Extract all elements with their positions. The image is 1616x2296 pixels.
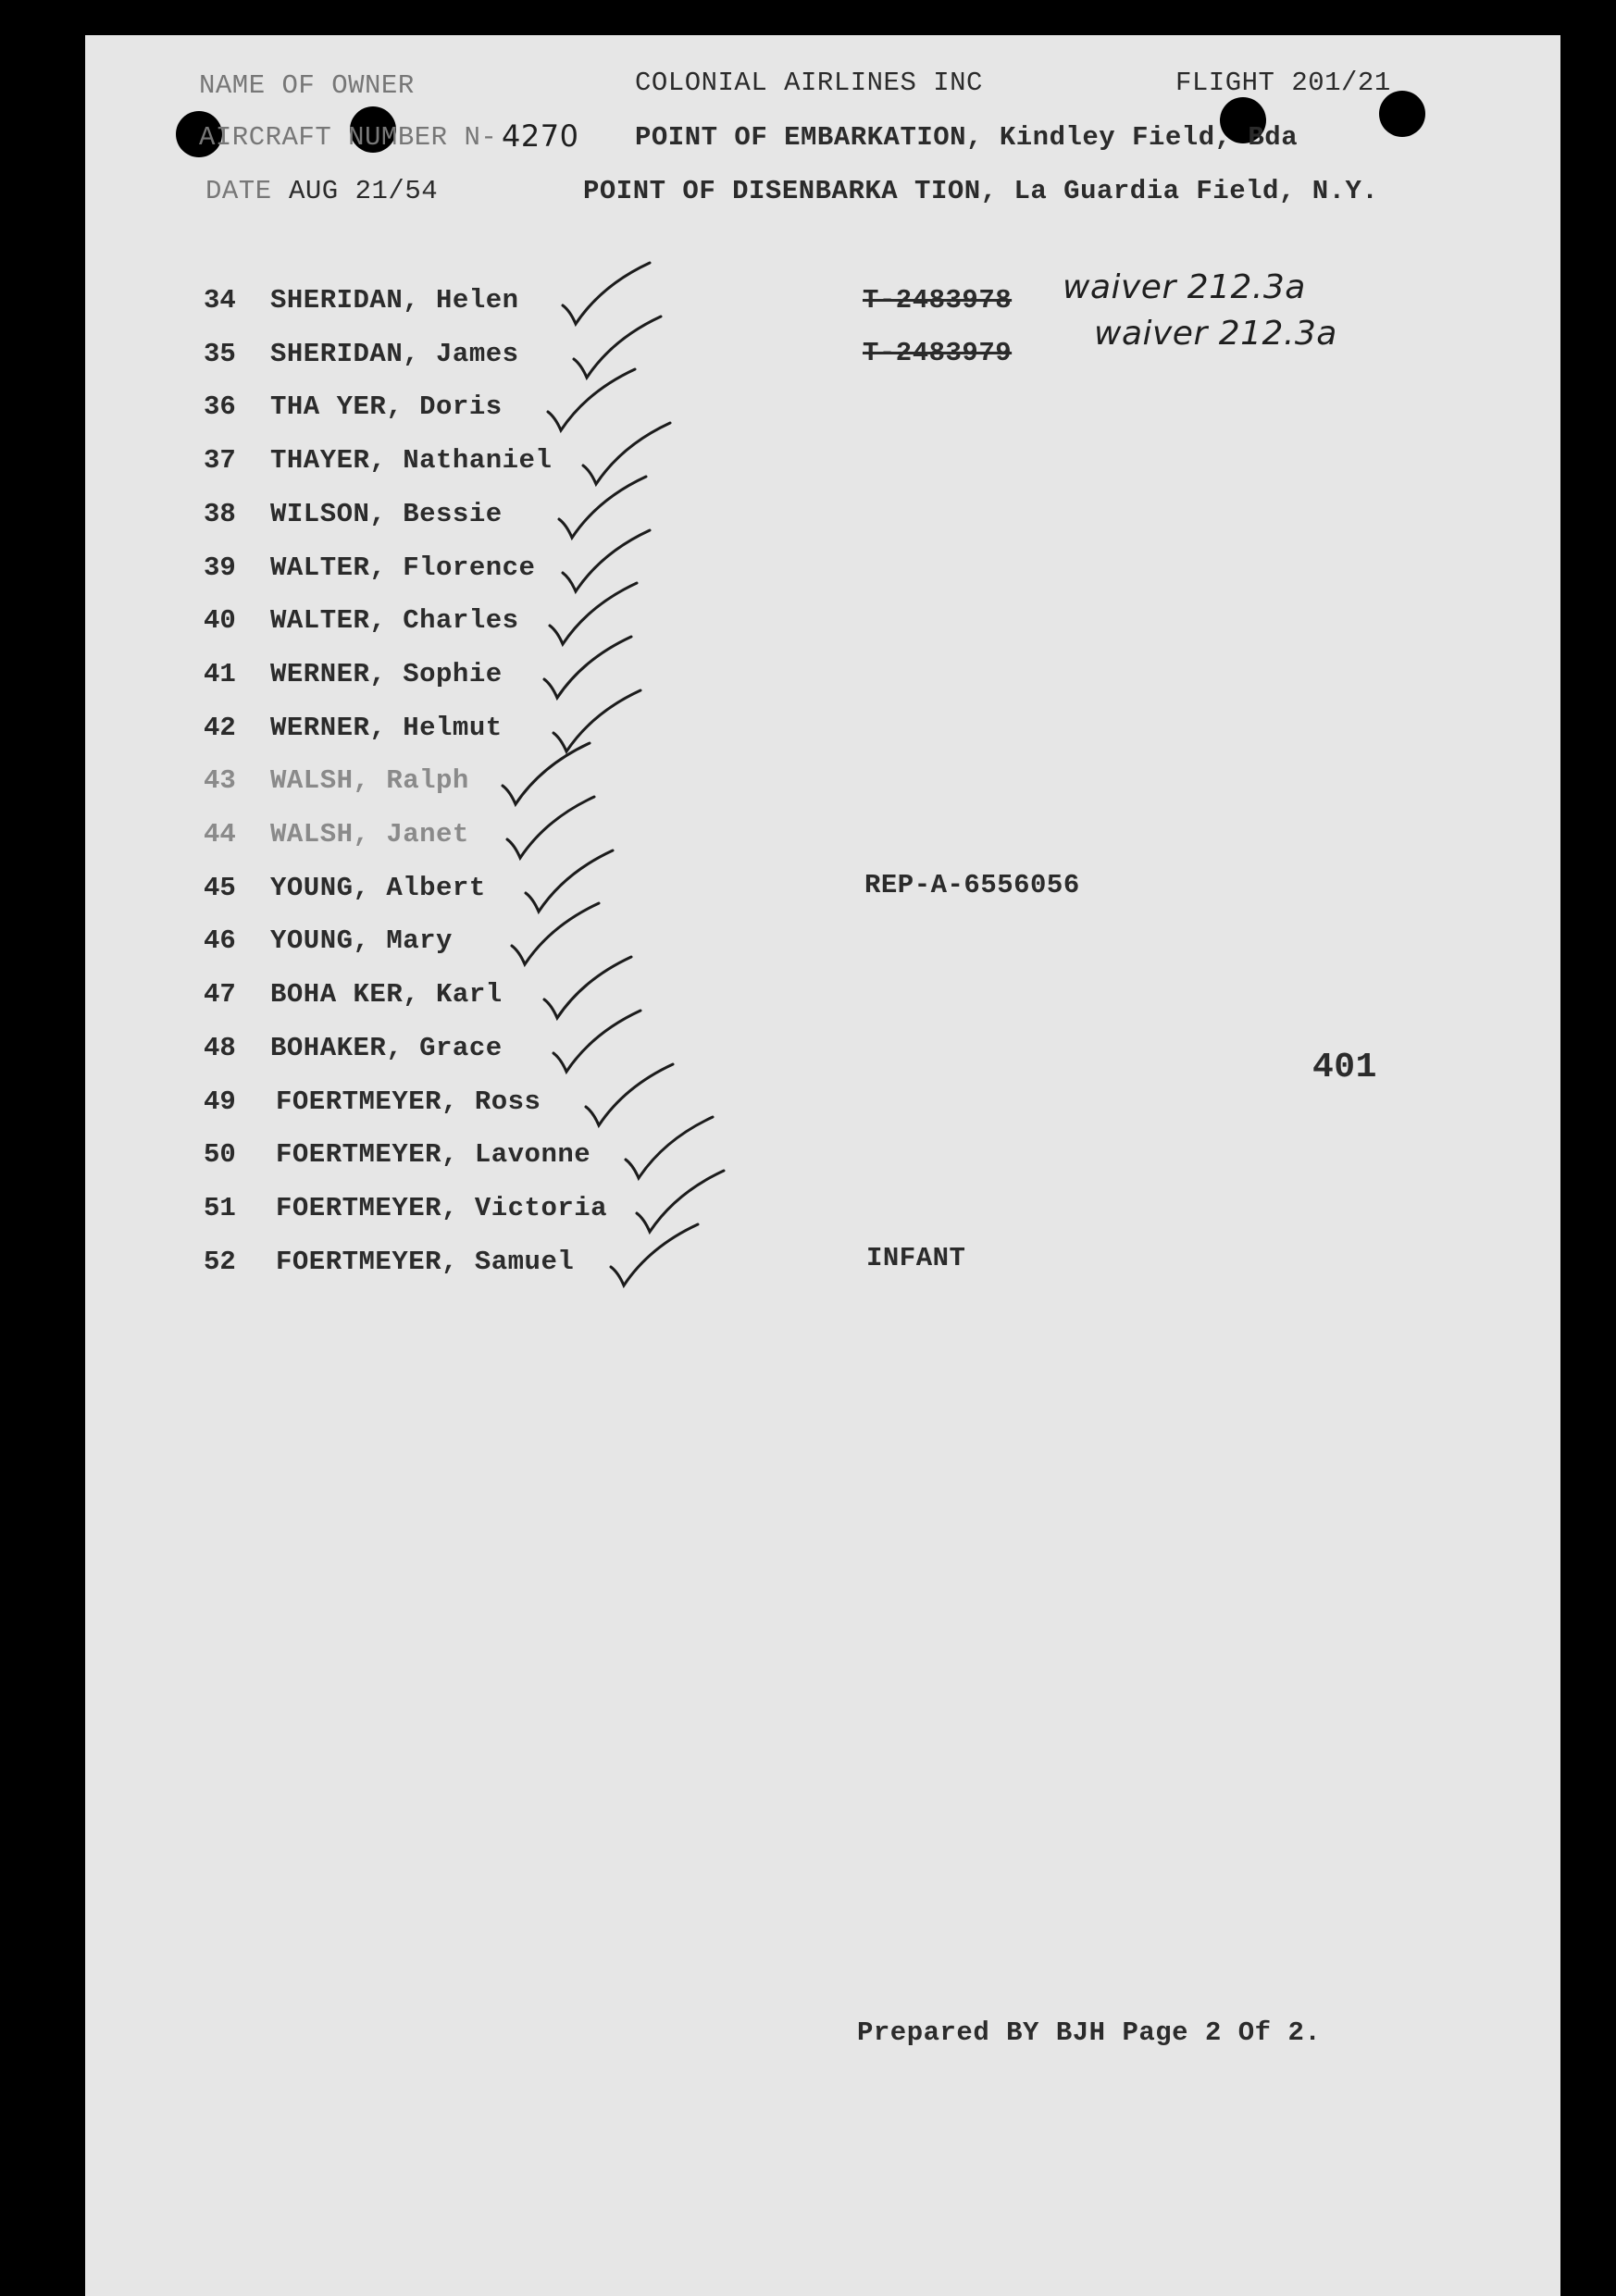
aircraft-label: AIRCRAFT NUMBER N- [199,122,498,153]
flight-number: FLIGHT 201/21 [1175,68,1391,98]
passenger-name: SHERIDAN, James [270,338,519,369]
embarkation-point: POINT OF EMBARKATION, Kindley Field, Bda [635,122,1299,153]
passenger-row [0,605,926,652]
passenger-row [0,391,926,438]
passenger-number: 41 [204,658,236,689]
passenger-number: 38 [204,498,236,529]
passenger-number: 34 [204,285,236,316]
passenger-name: YOUNG, Albert [270,872,486,903]
passenger-row [0,925,926,972]
passenger-name: WERNER, Sophie [270,658,503,689]
passenger-name: SHERIDAN, Helen [270,285,519,316]
passenger-name: THAYER, Nathaniel [270,445,553,477]
passenger-row [0,1033,926,1079]
passenger-number: 40 [204,605,236,637]
passenger-name: WALSH, Ralph [270,765,469,797]
passenger-name: WERNER, Helmut [270,712,503,743]
ticket-number-34: T-2483978 [863,285,1013,316]
passenger-row [0,1247,926,1293]
passenger-row [0,499,926,545]
passenger-row [0,445,926,491]
passenger-number: 37 [204,445,236,477]
date-label: DATE [205,176,272,206]
passenger-name: WALSH, Janet [270,819,469,850]
handwritten-note-34: waiver 212.3a [1063,268,1306,306]
page-stamp-number: 401 [1312,1048,1377,1087]
passenger-row [0,659,926,705]
passenger-name: YOUNG, Mary [270,925,453,957]
passenger-number: 51 [204,1192,236,1223]
passenger-name: BOHA KER, Karl [270,979,503,1011]
rep-number-45: REP-A-6556056 [864,870,1080,900]
passenger-name: WALTER, Florence [270,552,536,583]
passenger-row [0,713,926,759]
passenger-name: WALTER, Charles [270,605,519,637]
passenger-row [0,819,926,865]
passenger-row [0,979,926,1025]
passenger-number: 48 [204,1032,236,1063]
passenger-name: FOERTMEYER, Lavonne [276,1139,591,1171]
passenger-number: 43 [204,765,236,797]
passenger-number: 50 [204,1139,236,1171]
passenger-name: FOERTMEYER, Samuel [276,1246,575,1277]
passenger-number: 44 [204,819,236,850]
passenger-number: 52 [204,1246,236,1277]
passenger-name: THA YER, Doris [270,391,503,423]
passenger-number: 36 [204,391,236,423]
passenger-row [0,339,926,385]
passenger-row [0,1139,926,1185]
aircraft-number: 4270 [502,118,579,154]
passenger-row [0,552,926,599]
passenger-row [0,765,926,812]
passenger-row [0,285,926,331]
infant-note-52: INFANT [866,1243,966,1273]
passenger-name: BOHAKER, Grace [270,1032,503,1063]
passenger-number: 49 [204,1086,236,1117]
prepared-by-line: Prepared BY BJH Page 2 Of 2. [857,2017,1322,2048]
passenger-number: 45 [204,872,236,903]
flight-date: AUG 21/54 [289,176,439,206]
ticket-number-35: T-2483979 [863,338,1013,368]
passenger-number: 47 [204,979,236,1011]
passenger-row [0,1086,926,1133]
passenger-number: 39 [204,552,236,583]
passenger-row [0,873,926,919]
owner-label: NAME OF OWNER [199,70,415,101]
passenger-name: FOERTMEYER, Victoria [276,1192,608,1223]
passenger-number: 35 [204,338,236,369]
company-name: COLONIAL AIRLINES INC [635,68,983,98]
passenger-number: 46 [204,925,236,957]
check-mark-icon [603,1219,705,1293]
passenger-name: FOERTMEYER, Ross [276,1086,541,1117]
disembarkation-point: POINT OF DISENBARKA TION, La Guardia Field, N.Y. [583,176,1379,206]
passenger-row [0,1193,926,1239]
handwritten-note-35: waiver 212.3a [1094,315,1337,353]
passenger-number: 42 [204,712,236,743]
passenger-name: WILSON, Bessie [270,498,503,529]
